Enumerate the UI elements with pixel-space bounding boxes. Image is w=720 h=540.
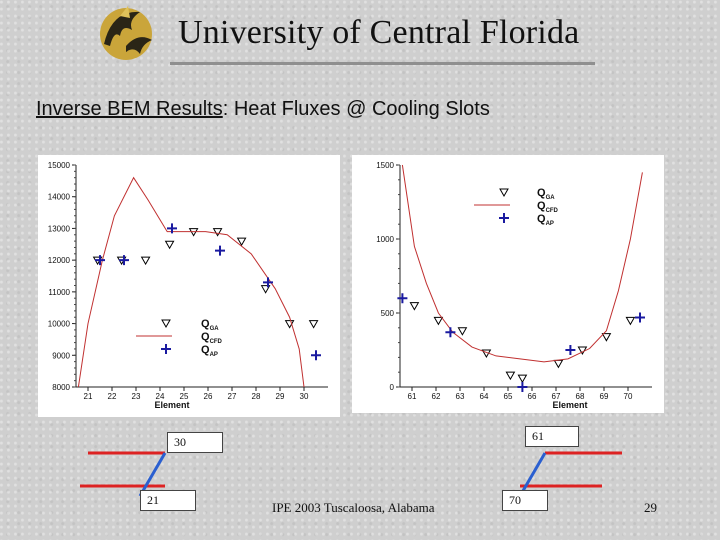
element-label-70: 70 — [502, 490, 548, 511]
point-qga — [518, 375, 526, 382]
chart-right-panel — [352, 155, 664, 413]
y-tick-label: 15000 — [47, 161, 70, 170]
y-tick-label: 1000 — [376, 235, 394, 244]
ucf-pegasus-logo — [92, 2, 162, 64]
point-qap — [445, 327, 455, 337]
legend-symbol-qga — [162, 320, 170, 327]
x-tick-label: 68 — [575, 392, 585, 401]
y-tick-label: 10000 — [47, 319, 70, 329]
x-axis-title: Element — [154, 400, 190, 410]
point-qga — [190, 229, 198, 236]
x-tick-label: 67 — [551, 392, 561, 401]
element-label-21: 21 — [140, 490, 196, 511]
x-tick-label: 29 — [275, 392, 285, 401]
point-qga — [458, 328, 466, 335]
point-qga — [166, 241, 174, 248]
x-tick-label: 70 — [623, 392, 633, 401]
legend-symbol-qap — [161, 344, 171, 354]
legend — [474, 187, 559, 227]
point-qga — [626, 317, 634, 324]
legend — [136, 318, 223, 358]
x-tick-label: 64 — [479, 392, 489, 401]
x-tick-label: 61 — [407, 392, 417, 401]
point-qga — [410, 303, 418, 310]
legend-label-qga: $Q_{GA}$ — [201, 318, 219, 332]
point-qga — [554, 360, 562, 367]
point-qga — [214, 229, 222, 236]
university-title: University of Central Florida — [178, 14, 580, 51]
point-qap — [635, 312, 645, 322]
x-tick-label: 63 — [455, 392, 465, 401]
header-divider — [170, 62, 595, 65]
x-tick-label: 26 — [203, 392, 213, 401]
legend-label-qga: $Q_{GA}$ — [537, 187, 555, 201]
legend-symbol-qga — [500, 189, 508, 196]
y-tick-label: 13000 — [47, 224, 70, 234]
y-tick-label: 0 — [389, 383, 394, 392]
x-tick-label: 27 — [227, 392, 237, 401]
element-label-30: 30 — [167, 432, 223, 453]
x-tick-label: 25 — [179, 392, 189, 401]
point-qga — [434, 317, 442, 324]
point-qap — [565, 345, 575, 355]
footer-venue: IPE 2003 Tuscaloosa, Alabama — [272, 500, 435, 515]
y-tick-label: 14000 — [47, 192, 70, 202]
slide-title-underlined: Inverse BEM Results — [36, 98, 223, 120]
point-qap — [397, 293, 407, 303]
point-qap — [311, 350, 321, 360]
cooling-slot-schematic — [0, 420, 720, 540]
series-line-qcfd — [402, 165, 642, 362]
y-tick-label: 11000 — [48, 287, 70, 297]
y-tick-label: 1500 — [376, 161, 394, 170]
point-qga — [602, 334, 610, 341]
x-tick-label: 23 — [131, 392, 141, 401]
series-qap — [397, 293, 645, 392]
legend-label-qap: $Q_{AP}$ — [201, 344, 218, 358]
series-qga — [410, 303, 634, 383]
legend-label-qcfd: $Q_{CFD}$ — [537, 200, 558, 214]
legend-label-qcfd: $Q_{CFD}$ — [201, 331, 222, 345]
chart-left-panel — [38, 155, 340, 417]
series-qcfd — [402, 165, 642, 362]
x-tick-label: 66 — [527, 392, 537, 401]
x-tick-label: 21 — [83, 392, 93, 401]
slide-title-rest: : Heat Fluxes @ Cooling Slots — [222, 98, 490, 120]
x-tick-label: 69 — [599, 392, 609, 401]
x-tick-label: 24 — [155, 392, 165, 401]
chart-right — [352, 155, 664, 413]
x-tick-label: 28 — [251, 392, 261, 401]
point-qga — [310, 321, 318, 328]
point-qap — [119, 255, 129, 265]
chart-left — [38, 155, 340, 417]
y-tick-label: 12000 — [47, 256, 70, 266]
point-qga — [142, 257, 150, 264]
y-tick-label: 9000 — [52, 351, 70, 361]
slide-title — [36, 98, 490, 121]
footer-page-number: 29 — [644, 500, 657, 515]
point-qga — [506, 372, 514, 379]
legend-symbol-qap — [499, 213, 509, 223]
y-tick-label: 8000 — [52, 383, 70, 392]
point-qap — [215, 246, 225, 256]
series-qga — [94, 229, 318, 328]
x-tick-label: 22 — [107, 392, 117, 401]
legend-label-qap: $Q_{AP}$ — [537, 213, 554, 227]
point-qap — [517, 382, 527, 392]
x-tick-label: 65 — [503, 392, 513, 401]
x-tick-label: 30 — [299, 392, 309, 401]
element-label-61: 61 — [525, 426, 579, 447]
x-tick-label: 62 — [431, 392, 441, 401]
y-tick-label: 500 — [380, 309, 394, 318]
x-axis-title: Element — [552, 400, 588, 410]
